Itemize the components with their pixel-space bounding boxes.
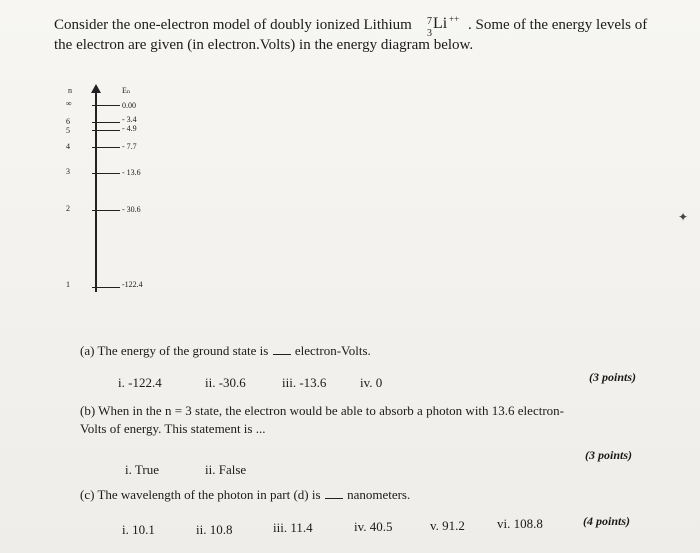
question-c-prompt <box>80 487 410 503</box>
level-line-inf <box>92 105 120 106</box>
isotope-z: 3 <box>427 28 432 39</box>
answer-blank <box>273 344 291 355</box>
question-b-line1: (b) When in the n = 3 state, the electron would be able to absorb a photon with 13.6 electron- <box>80 403 564 418</box>
question-c-points: (4 points) <box>583 514 631 528</box>
question-c-unit: nanometers. <box>347 487 411 502</box>
question-b-line2: Volts of energy. This statement is ... <box>80 421 266 436</box>
question-c-option-2[interactable]: ii. 10.8 <box>196 522 233 537</box>
intro-line1-end: . Some of the energy levels of <box>468 17 648 33</box>
level-n-5: 5 <box>66 126 70 135</box>
level-n-3: 3 <box>66 167 70 176</box>
question-a-option-2[interactable]: ii. -30.6 <box>205 375 246 390</box>
level-n-2: 2 <box>66 204 70 213</box>
answer-blank <box>325 488 343 499</box>
question-a-option-3[interactable]: iii. -13.6 <box>282 375 327 390</box>
question-c-text: (c) The wavelength of the photon in part (d) is <box>80 487 321 502</box>
level-line-6 <box>92 122 120 123</box>
level-energy-3: - 13.6 <box>122 168 141 177</box>
question-a-prompt <box>80 343 371 359</box>
question-c-option-5[interactable]: v. 91.2 <box>430 518 465 533</box>
isotope-symbol: Li <box>433 15 448 32</box>
level-line-3 <box>92 173 120 174</box>
question-a-points: (3 points) <box>589 370 637 384</box>
n-header: n <box>68 86 72 95</box>
question-c-option-4[interactable]: iv. 40.5 <box>354 519 393 534</box>
question-a-unit: electron-Volts. <box>294 343 371 358</box>
stray-mark-icon: ✦ <box>678 210 689 224</box>
level-n-4: 4 <box>66 142 70 151</box>
question-c-option-6[interactable]: vi. 108.8 <box>497 516 543 531</box>
question-c-option-3[interactable]: iii. 11.4 <box>273 520 313 535</box>
level-energy-4: - 7.7 <box>122 142 137 151</box>
isotope-mass: 7 <box>427 16 432 27</box>
question-b-option-2[interactable]: ii. False <box>205 462 247 477</box>
energy-level-diagram <box>60 80 180 300</box>
level-line-2 <box>92 210 120 211</box>
level-energy-1: -122.4 <box>122 280 143 289</box>
level-energy-6: - 3.4 <box>122 115 137 124</box>
question-b-option-1[interactable]: i. True <box>125 462 159 477</box>
level-energy-2: - 30.6 <box>122 205 141 214</box>
level-line-5 <box>92 130 120 131</box>
energy-header: Eₙ <box>122 86 131 95</box>
question-b-points: (3 points) <box>585 448 633 462</box>
level-line-1 <box>92 287 120 288</box>
question-a-option-4[interactable]: iv. 0 <box>360 375 383 390</box>
level-n-6: 6 <box>66 117 70 126</box>
level-n-1: 1 <box>66 280 70 289</box>
question-a-option-1[interactable]: i. -122.4 <box>118 375 162 390</box>
question-c-option-1[interactable]: i. 10.1 <box>122 522 155 537</box>
question-a-text: (a) The energy of the ground state is <box>80 343 269 358</box>
isotope-charge: ++ <box>449 14 460 24</box>
level-line-4 <box>92 147 120 148</box>
intro-line1-start: Consider the one-electron model of doubly ionized Lithium <box>54 17 412 33</box>
level-energy-inf: 0.00 <box>122 101 136 110</box>
level-energy-5: - 4.9 <box>122 124 137 133</box>
intro-line2: the electron are given (in electron.Volts) in the energy diagram below. <box>54 37 474 53</box>
level-n-inf: ∞ <box>66 99 72 108</box>
